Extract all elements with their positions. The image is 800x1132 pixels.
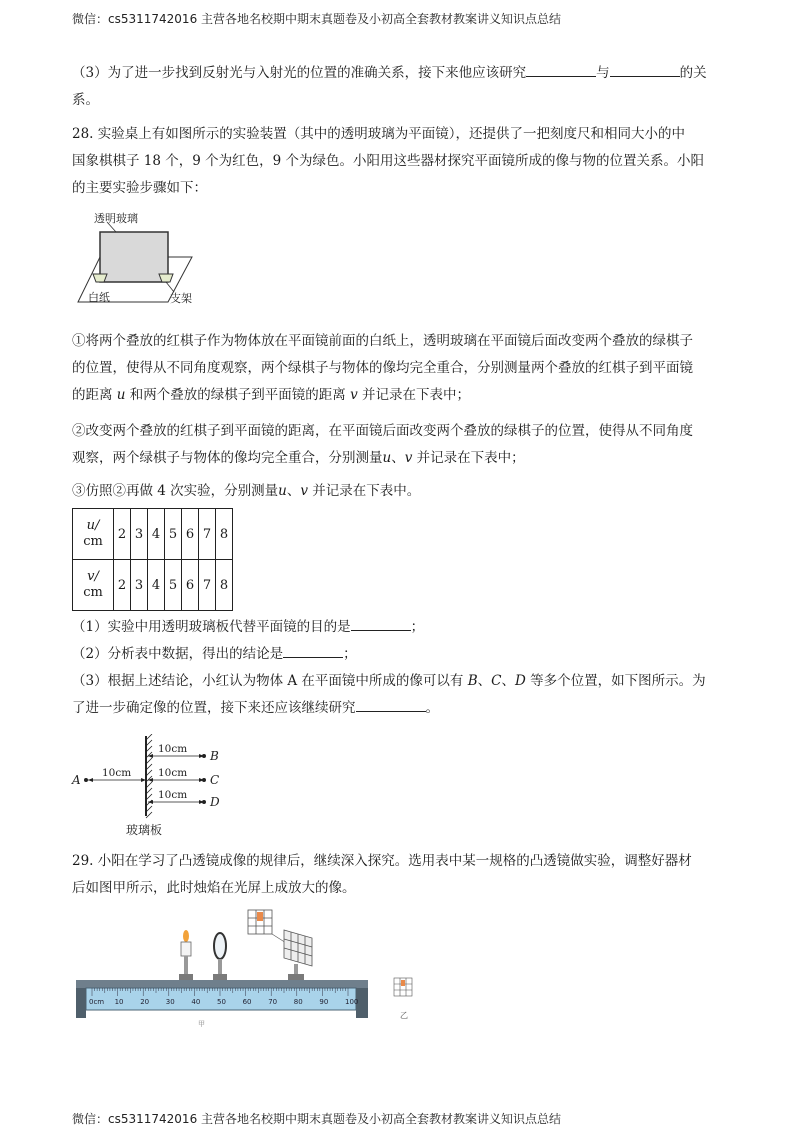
table-cell: 5: [165, 509, 182, 560]
label-B: B: [210, 749, 219, 763]
ruler-tick-label: 20: [140, 998, 150, 1006]
table-cell: 4: [148, 509, 165, 560]
table-cell: 2: [114, 509, 131, 560]
table-cell: 8: [216, 560, 233, 611]
label-transparent-glass: 透明玻璃: [94, 212, 138, 225]
table-header-v: v/ cm: [73, 560, 114, 611]
ruler-tick-label: 80: [293, 998, 303, 1006]
label-C: C: [210, 773, 220, 787]
label-A: A: [72, 773, 81, 787]
table-cell: 6: [182, 560, 199, 611]
label-D: D: [210, 795, 220, 809]
ruler-tick-label: 40: [191, 998, 201, 1006]
table-row: [73, 509, 233, 560]
q28-step1: ①将两个叠放的红棋子作为物体放在平面镜前面的白纸上，透明玻璃在平面镜后面改变两个叠放的绿棋子 的位置，使得从不同角度观察，两个绿棋子与物体的像均完全重合，分别测量两个叠放的红棋子到平面镜 的距离 u 和两个叠放的绿棋子到平面镜的距离 v 并记录在下表中；: [72, 333, 693, 403]
ruler-tick-label: 10: [114, 998, 124, 1006]
distance-label: 10cm: [158, 767, 188, 779]
table-cell: 3: [131, 509, 148, 560]
table-cell: 7: [199, 509, 216, 560]
label-yi: 乙: [400, 1011, 408, 1020]
table-cell: 4: [148, 560, 165, 611]
distance-label: 10cm: [158, 743, 188, 755]
label-white-paper: 白纸: [88, 291, 110, 304]
light-screen: [284, 930, 312, 966]
label-jia: 甲: [198, 1020, 205, 1028]
table-row: [73, 560, 233, 611]
distance-label: 10cm: [102, 767, 132, 779]
q29-intro: 29. 小阳在学习了凸透镜成像的规律后，继续深入探究。选用表中某一规格的凸透镜做实验，调整好器材 后如图甲所示，此时烛焰在光屏上成放大的像。: [72, 853, 692, 896]
answer-blank[interactable]: [356, 697, 426, 712]
label-stand: 支架: [170, 292, 192, 305]
ruler-tick-label: 0cm: [89, 998, 105, 1006]
table-cell: 7: [199, 560, 216, 611]
answer-blank[interactable]: [526, 62, 596, 77]
optical-bench-figure: [72, 908, 422, 1034]
q28-subquestions: （1）实验中用透明玻璃板代替平面镜的目的是 ； （2）分析表中数据，得出的结论是 ； （3）根据上述结论，小红认为物体 A 在平面镜中所成的像可以有 B、C、D 等多个位置，如下图所示。为 了进一步确定像的位置，接下来还应该继续研究 。: [72, 614, 732, 722]
uv-data-table: [72, 508, 233, 611]
ruler-tick-label: 100: [345, 998, 359, 1006]
ruler-tick-label: 60: [242, 998, 252, 1006]
answer-blank[interactable]: [610, 62, 680, 77]
table-header-u: u/ cm: [73, 509, 114, 560]
ruler-tick-label: 90: [319, 998, 329, 1006]
distance-label: 10cm: [158, 789, 188, 801]
ruler-tick-label: 70: [268, 998, 278, 1006]
q27-part3: （3）为了进一步找到反射光与入射光的位置的准确关系，接下来他应该研究 与 的关 系。: [72, 60, 732, 114]
table-cell: 2: [114, 560, 131, 611]
q28-step2: ②改变两个叠放的红棋子到平面镜的距离，在平面镜后面改变两个叠放的绿棋子的位置，使得从不同角度 观察，两个绿棋子与物体的像均完全重合，分别测量u、v 并记录在下表中；: [72, 423, 693, 466]
table-cell: 3: [131, 560, 148, 611]
label-glass-plate: 玻璃板: [126, 823, 163, 837]
mirror-position-figure: [66, 734, 236, 838]
q28-intro: 28. 实验桌上有如图所示的实验装置（其中的透明玻璃为平面镜），还提供了一把刻度尺和相同大小的中 国象棋棋子 18 个，9 个为红色，9 个为绿色。小阳用这些器材探究平面镜所成的像与物的位置关系。小阳 的主要实验步骤如下：: [72, 126, 705, 196]
page-header: 微信：cs5311742016 主营各地名校期中期末真题卷及小初高全套教材教案讲义知识点总结: [72, 12, 562, 26]
glass-stand-figure: [70, 210, 200, 310]
page-footer: 微信：cs5311742016 主营各地名校期中期末真题卷及小初高全套教材教案讲义知识点总结: [72, 1112, 562, 1126]
convex-lens-icon: [213, 933, 227, 980]
ruler-tick-label: 30: [165, 998, 175, 1006]
answer-blank[interactable]: [351, 616, 411, 631]
q28-step3: ③仿照②再做 4 次实验，分别测量u、v 并记录在下表中。: [72, 483, 421, 499]
table-cell: 5: [165, 560, 182, 611]
answer-blank[interactable]: [283, 643, 343, 658]
table-cell: 8: [216, 509, 233, 560]
ruler-tick-label: 50: [217, 998, 226, 1006]
candle-icon: [179, 930, 193, 980]
table-cell: 6: [182, 509, 199, 560]
